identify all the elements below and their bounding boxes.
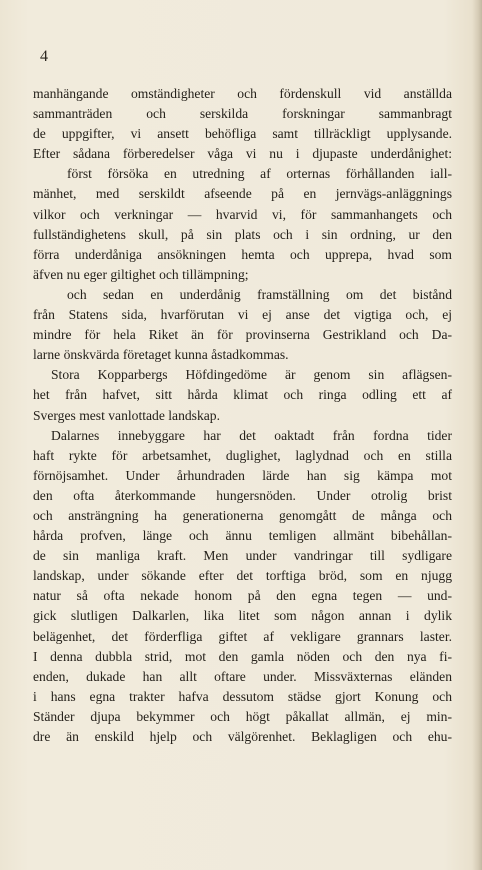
text-line: belägenhet, det förderfliga giftet af vekligare grannars laster. — [33, 628, 452, 644]
text-line: haft rykte för arbetsamhet, duglighet, laglydnad och en stilla — [33, 447, 452, 463]
text-line: larne önskvärda företaget kunna åstadkommas. — [33, 347, 289, 363]
text-line: förnöjsamhet. Under århundraden lärde han sig kämpa mot — [33, 467, 452, 483]
text-line: de sin manliga kraft. Men under vandringar till sydligare — [33, 548, 452, 564]
text-line: Stora Kopparbergs Höfdingedöme är genom sin aflägsen- — [51, 367, 452, 383]
text-line: manhängande omständigheter och fördenskull vid anställda — [33, 86, 452, 101]
text-line: Efter sådana förberedelser våga vi nu i djupaste underdånighet: — [33, 146, 452, 162]
text-line: het från hafvet, sitt hårda klimat och ringa odling ett af — [33, 387, 452, 403]
text-line: gick slutligen Dalkarlen, lika litet som någon annan i dylik — [33, 608, 452, 624]
text-line: förra underdåniga ansökningen hemta och upprepa, hvad som — [33, 246, 452, 262]
text-line: och sedan en underdånig framställning om det bistånd — [67, 286, 452, 302]
text-line: äfven nu eger giltighet och tillämpning; — [33, 266, 249, 282]
text-line: från Statens sida, hvarförutan vi ej anse det vigtiga och, ej — [33, 307, 452, 323]
text-line: landskap, under sökande efter det torftiga bröd, som en njugg — [33, 568, 452, 584]
body-text — [33, 84, 452, 747]
text-line: fullständighetens skull, på sin plats och i sin ordning, ur den — [33, 226, 452, 242]
page-edge-shadow — [472, 0, 482, 870]
text-line: Dalarnes innebyggare har det oaktadt från fordna tider — [51, 427, 452, 443]
text-line: natur så ofta nekade honom på den egna tegen — und- — [33, 588, 452, 604]
text-line: den ofta återkommande hungersnöden. Under otrolig brist — [33, 487, 452, 503]
text-line: sammanträden och serskilda forskningar sammanbragt — [33, 106, 452, 122]
text-line: hårda profven, länge och ännu temligen allmänt bibehållan- — [33, 528, 452, 544]
text-line: Sverges mest vanlottade landskap. — [33, 407, 221, 423]
text-line: dre än enskild hjelp och välgörenhet. Beklagligen och ehu- — [33, 729, 452, 744]
page-number: 4 — [40, 48, 48, 65]
text-line: Ständer djupa bekymmer och högt påkallat allmän, ej min- — [33, 708, 452, 724]
text-line: vilkor och verkningar — hvarvid vi, för sammanhangets och — [33, 206, 452, 222]
text-line: mindre för hela Riket än för provinserna Gestrikland och Da- — [33, 327, 452, 343]
text-line: mänhet, med serskildt afseende på en jernvägs-anläggnings — [33, 186, 452, 202]
text-line: I denna dubbla strid, mot den gamla nöden och den nya fi- — [33, 648, 452, 664]
text-line: de uppgifter, vi ansett behöfliga samt tillräckligt upplysande. — [33, 126, 452, 142]
text-line: först försöka en utredning af orternas förhållanden iall- — [67, 166, 452, 182]
text-line: enden, dukade han allt oftare under. Missväxternas eländen — [33, 668, 452, 684]
text-line: i hans egna trakter hafva dessutom städse gjort Konung och — [33, 688, 452, 704]
text-line: och ansträngning ha generationerna genomgått de många och — [33, 507, 452, 523]
